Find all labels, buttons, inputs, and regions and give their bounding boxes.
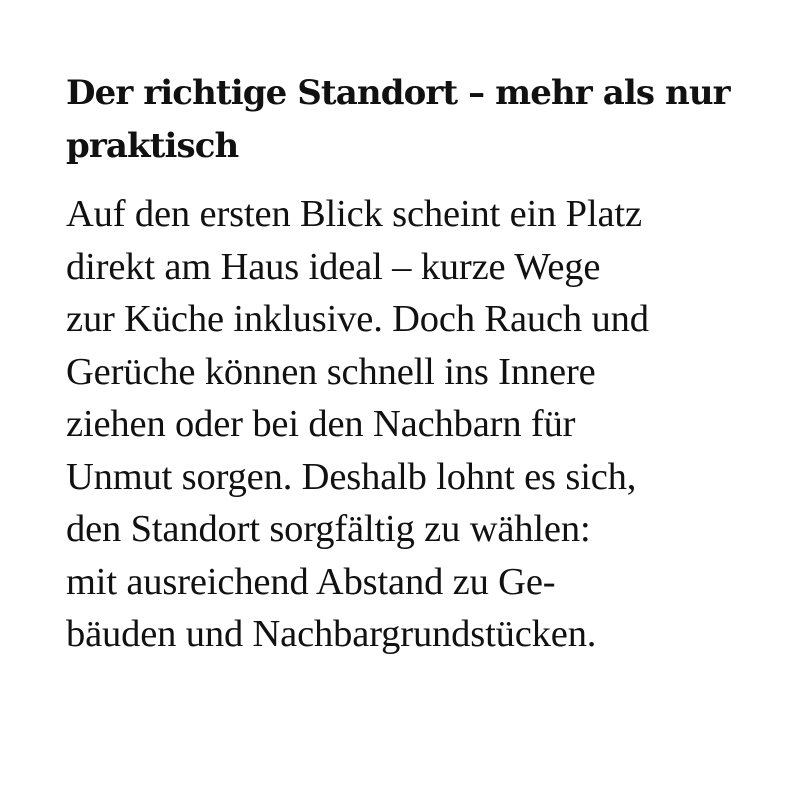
- body-line: den Standort sorgfältig zu wählen:: [66, 508, 591, 550]
- body-paragraph: [66, 188, 737, 661]
- body-line: Gerüche können schnell ins Innere: [66, 350, 596, 393]
- body-line: ziehen oder bei den Nachbarn für: [66, 403, 576, 445]
- body-line: mit ausreichend Abstand zu Ge-: [66, 560, 556, 603]
- body-line: bäuden und Nachbargrundstücken.: [66, 613, 597, 655]
- body-line: direkt am Haus ideal – kurze Wege: [66, 245, 601, 288]
- heading-line: Der richtige Standort – mehr als nur: [66, 73, 730, 113]
- body-line: Unmut sorgen. Deshalb lohnt es sich,: [66, 455, 637, 498]
- body-line: Auf den ersten Blick scheint ein Platz: [66, 193, 642, 235]
- heading-line: praktisch: [66, 126, 239, 166]
- section-heading: [66, 67, 737, 173]
- body-line: zur Küche inklusive. Doch Rauch und: [66, 298, 649, 340]
